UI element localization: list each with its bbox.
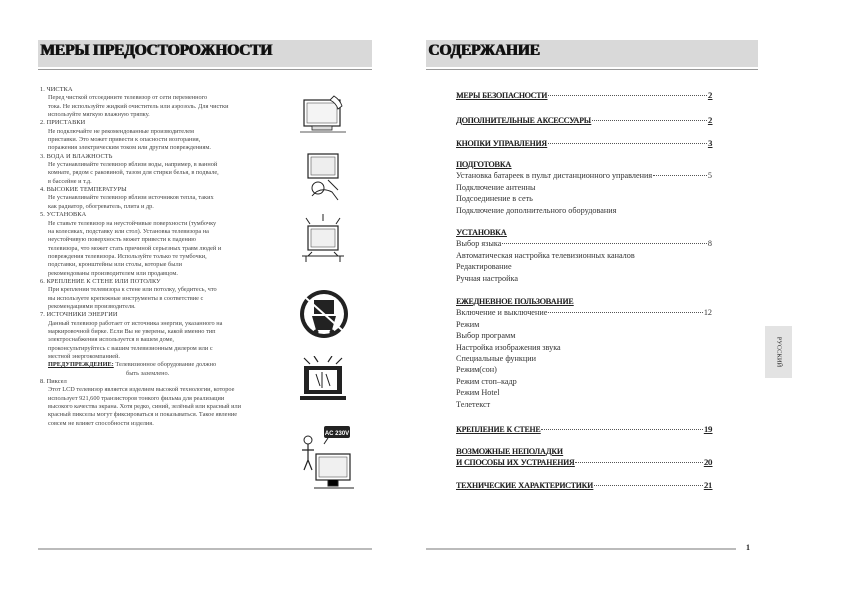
toc-section-title[interactable] [456, 457, 712, 468]
warning-text-cont: быть заземлено. [126, 369, 170, 377]
toc-item[interactable] [456, 330, 712, 341]
toc-item-title: Режим [456, 319, 480, 329]
body-line: Не подключайте не рекомендованные производителем [48, 127, 195, 135]
body-line: в бассейне и т.д. [48, 177, 92, 185]
accessory-illustration [298, 150, 348, 202]
body-line: рекомендованы производителем или продавцом. [48, 269, 178, 277]
toc-item-title: Специальные функции [456, 354, 537, 364]
body-line: повреждения телевизора. Используйте только те тумбочки, [48, 252, 207, 260]
toc-section [456, 227, 712, 284]
power-source-illustration [298, 356, 348, 404]
precautions-text [40, 86, 300, 428]
language-side-tab [765, 326, 792, 378]
toc-item[interactable] [456, 319, 712, 330]
section-heading: 3. ВОДА И ВЛАЖНОСТЬ [40, 152, 113, 160]
grounding-illustration [298, 424, 354, 496]
toc-item[interactable] [456, 205, 712, 216]
toc-section-title-page: 20 [703, 458, 712, 468]
left-header-rule [38, 69, 372, 70]
toc-item-title: Настройка изображения звука [456, 342, 561, 352]
body-line: подставки, кронштейны или столы, которые были [48, 261, 182, 269]
body-line: проконсультируйтесь с вашим телевизионным дилером или с [48, 344, 213, 352]
body-line: на колесиках, подставку или стол). Установка телевизора на [48, 227, 209, 235]
toc-section-title-page: 21 [703, 481, 712, 490]
section-heading: 2. ПРИСТАВКИ [40, 119, 86, 127]
body-line: как радиатор, обогреватель, плита и др. [48, 202, 154, 210]
toc-leader-dots [653, 175, 707, 176]
body-line: совсем не влияет способности изделия. [48, 419, 154, 427]
toc-item[interactable] [456, 353, 712, 364]
toc-leader-dots [592, 120, 707, 121]
toc-item-title: Подключение дополнительного оборудования [456, 205, 617, 215]
toc-leader-dots [548, 95, 707, 96]
toc-leader-dots [594, 485, 703, 486]
section-heading: 1. ЧИСТКА [40, 86, 73, 93]
stand-warning-icon [298, 288, 350, 340]
toc-item-page: 5 [707, 171, 712, 181]
toc-item-page: 12 [703, 308, 712, 318]
ac-voltage-label: AC 230V [324, 431, 350, 437]
warning-note [40, 361, 300, 378]
body-line: неустойчивую поверхность может привести к падению [48, 236, 196, 244]
toc-item-title: Выбор языка [456, 239, 502, 249]
toc-section-title[interactable] [456, 159, 712, 170]
section-heading: 5. УСТАНОВКА [40, 211, 87, 219]
body-line: Не устанавливайте телевизор вблизи воды, например, в ванной [48, 161, 218, 169]
toc-section-title-title: ПОДГОТОВКА [456, 160, 512, 169]
right-header-rule [426, 69, 758, 70]
body-line: использует 921,600 транзисторов тонкого фильма для реализации [48, 394, 225, 402]
pixel-note [40, 378, 300, 428]
toc-section-title[interactable] [456, 90, 712, 101]
body-line: комнате, рядом с раковиной, тазом для стирки белья, в подвале, [48, 169, 219, 177]
body-line: При креплении телевизора к стене или потолку, убедитесь, что [48, 286, 217, 294]
toc-section [456, 115, 712, 126]
toc-section-title[interactable] [456, 480, 712, 491]
body-line: используйте мягкую влажную тряпку. [48, 111, 150, 119]
body-line: электроснабжения используется в вашем доме, [48, 336, 175, 344]
section-heading: 7. ИСТОЧНИКИ ЭНЕРГИИ [40, 311, 118, 319]
toc-item[interactable] [456, 261, 712, 272]
toc-item-title: Подсоединение в сеть [456, 194, 533, 204]
body-line: Не устанавливайте телевизор вблизи источников тепла, таких [48, 194, 214, 202]
body-line: поражения электрическим током или другим повреждениям. [48, 144, 211, 152]
section-heading: 6. КРЕПЛЕНИЕ К СТЕНЕ ИЛИ ПОТОЛКУ [40, 277, 161, 285]
right-page-header [426, 40, 758, 67]
toc-item[interactable] [456, 170, 712, 181]
precautions-list [40, 86, 300, 361]
cleaning-illustration [298, 92, 348, 138]
body-line: красный пикселы могут фиксироваться и показываться. Такое явление [48, 411, 238, 419]
toc-section-title[interactable] [456, 227, 712, 238]
toc-section-title-title: И СПОСОБЫ ИХ УСТРАНЕНИЯ [456, 458, 575, 468]
page-number: 1 [746, 543, 750, 552]
toc-section-title-title: ДОПОЛНИТЕЛЬНЫЕ АКСЕССУАРЫ [456, 116, 591, 125]
toc-item-title: Установка батареек в пульт дистанционного управления [456, 171, 653, 181]
toc-section-title-title: ВОЗМОЖНЫЕ НЕПОЛАДКИ [456, 447, 563, 456]
section-heading: 4. ВЫСОКИЕ ТЕМПЕРАТУРЫ [40, 186, 127, 194]
toc-item-title: Редактирование [456, 262, 512, 272]
toc-section-title[interactable] [456, 138, 712, 149]
toc-section-title-page: 19 [703, 425, 712, 434]
toc-item-title: Режим Hotel [456, 388, 500, 398]
left-page-title: МЕРЫ ПРЕДОСТОРОЖНОСТИ [40, 42, 272, 59]
toc-leader-dots [575, 462, 702, 463]
toc-item-title: Телетекст [456, 399, 491, 409]
toc-section-title-title: УСТАНОВКА [456, 228, 507, 237]
toc-item-title: Включение и выключение [456, 308, 548, 318]
toc-item-title: Режим стоп–кадр [456, 376, 517, 386]
toc-item[interactable] [456, 399, 712, 410]
body-line: Этот LCD телевизор является изделием высокой технологии, которое [48, 386, 235, 394]
toc-item-page: 8 [707, 239, 712, 249]
toc-item-title: Ручная настройка [456, 273, 518, 283]
toc-section [456, 446, 712, 469]
toc-item[interactable] [456, 238, 712, 249]
left-footer-rule [38, 548, 372, 550]
toc-section-title-title: МЕРЫ БЕЗОПАСНОСТИ [456, 91, 548, 100]
side-tab-label: РУССКИЙ [775, 336, 782, 368]
toc-item-title: Автоматическая настройка телевизионных каналов [456, 250, 635, 260]
body-line: тока. Не используйте жидкий очиститель или аэрозоль. Для чистки [48, 102, 229, 110]
toc-section [456, 138, 712, 149]
body-line: вы используете крепежные инструменты в соответствие с [48, 294, 204, 302]
toc-section-title-title: ЕЖЕДНЕВНОЕ ПОЛЬЗОВАНИЕ [456, 297, 574, 306]
body-line: высокого качества экрана. Хотя редко, синий, зелёный или красный или [48, 403, 241, 411]
toc-item-title: Режим(сон) [456, 365, 497, 375]
toc-item-title: Подключение антенны [456, 182, 536, 192]
toc-section-title-page: 3 [707, 139, 712, 148]
toc-section-title[interactable] [456, 296, 712, 307]
body-line: местной энергокомпанией. [48, 353, 120, 360]
toc-section-title[interactable] [456, 115, 712, 126]
toc-section [456, 480, 712, 491]
toc-item[interactable] [456, 342, 712, 353]
toc-leader-dots [548, 312, 702, 313]
body-line: рекомендациями производителя. [48, 302, 136, 310]
toc-item[interactable] [456, 364, 712, 375]
toc-item[interactable] [456, 273, 712, 284]
toc-section [456, 296, 712, 410]
toc-leader-dots [548, 143, 707, 144]
toc-section [456, 90, 712, 101]
body-line: Перед чисткой отсоедините телевизор от сети переменного [48, 94, 208, 102]
toc-section [456, 159, 712, 216]
toc-item[interactable] [456, 307, 712, 318]
right-footer-rule [426, 548, 736, 550]
toc-item[interactable] [456, 250, 712, 261]
toc-section-title-page: 2 [707, 116, 712, 125]
body-line: Данный телевизор работает от источника энергии, указанного на [48, 319, 223, 327]
left-page-header [38, 40, 372, 67]
toc-section-title-page: 2 [707, 91, 712, 100]
toc-leader-dots [541, 429, 703, 430]
toc-section-title-title: КНОПКИ УПРАВЛЕНИЯ [456, 139, 547, 148]
toc-section-title[interactable] [456, 424, 712, 435]
section-heading: 8. Пиксел [40, 378, 67, 386]
right-page-title: СОДЕРЖАНИЕ [428, 42, 540, 59]
toc-section-title-title: ТЕХНИЧЕСКИЕ ХАРАКТЕРИСТИКИ [456, 481, 593, 490]
toc-item[interactable] [456, 182, 712, 193]
heat-illustration [298, 212, 348, 264]
toc-item-title: Выбор программ [456, 331, 516, 341]
body-line: телевизора, что может стать причиной серьезных травм людей и [48, 244, 222, 252]
warning-text: Телевизионное оборудование должно [115, 361, 217, 369]
toc-item[interactable] [456, 387, 712, 398]
body-line: Не ставьте телевизор на неустойчивые поверхности (тумбочку [48, 219, 217, 227]
toc-item[interactable] [456, 376, 712, 387]
toc-section-title[interactable] [456, 446, 712, 457]
body-line: приставки. Это может привести к опасности возгорания, [48, 136, 201, 144]
toc-section-title-title: КРЕПЛЕНИЕ К СТЕНЕ [456, 425, 541, 434]
toc-item[interactable] [456, 193, 712, 204]
body-line: маркировочной бирке. Если Вы не уверены, какой именно тип [48, 327, 216, 335]
toc-leader-dots [502, 243, 707, 244]
toc-section [456, 424, 712, 435]
warning-label: ПРЕДУПРЕЖДЕНИЕ: [48, 361, 114, 369]
